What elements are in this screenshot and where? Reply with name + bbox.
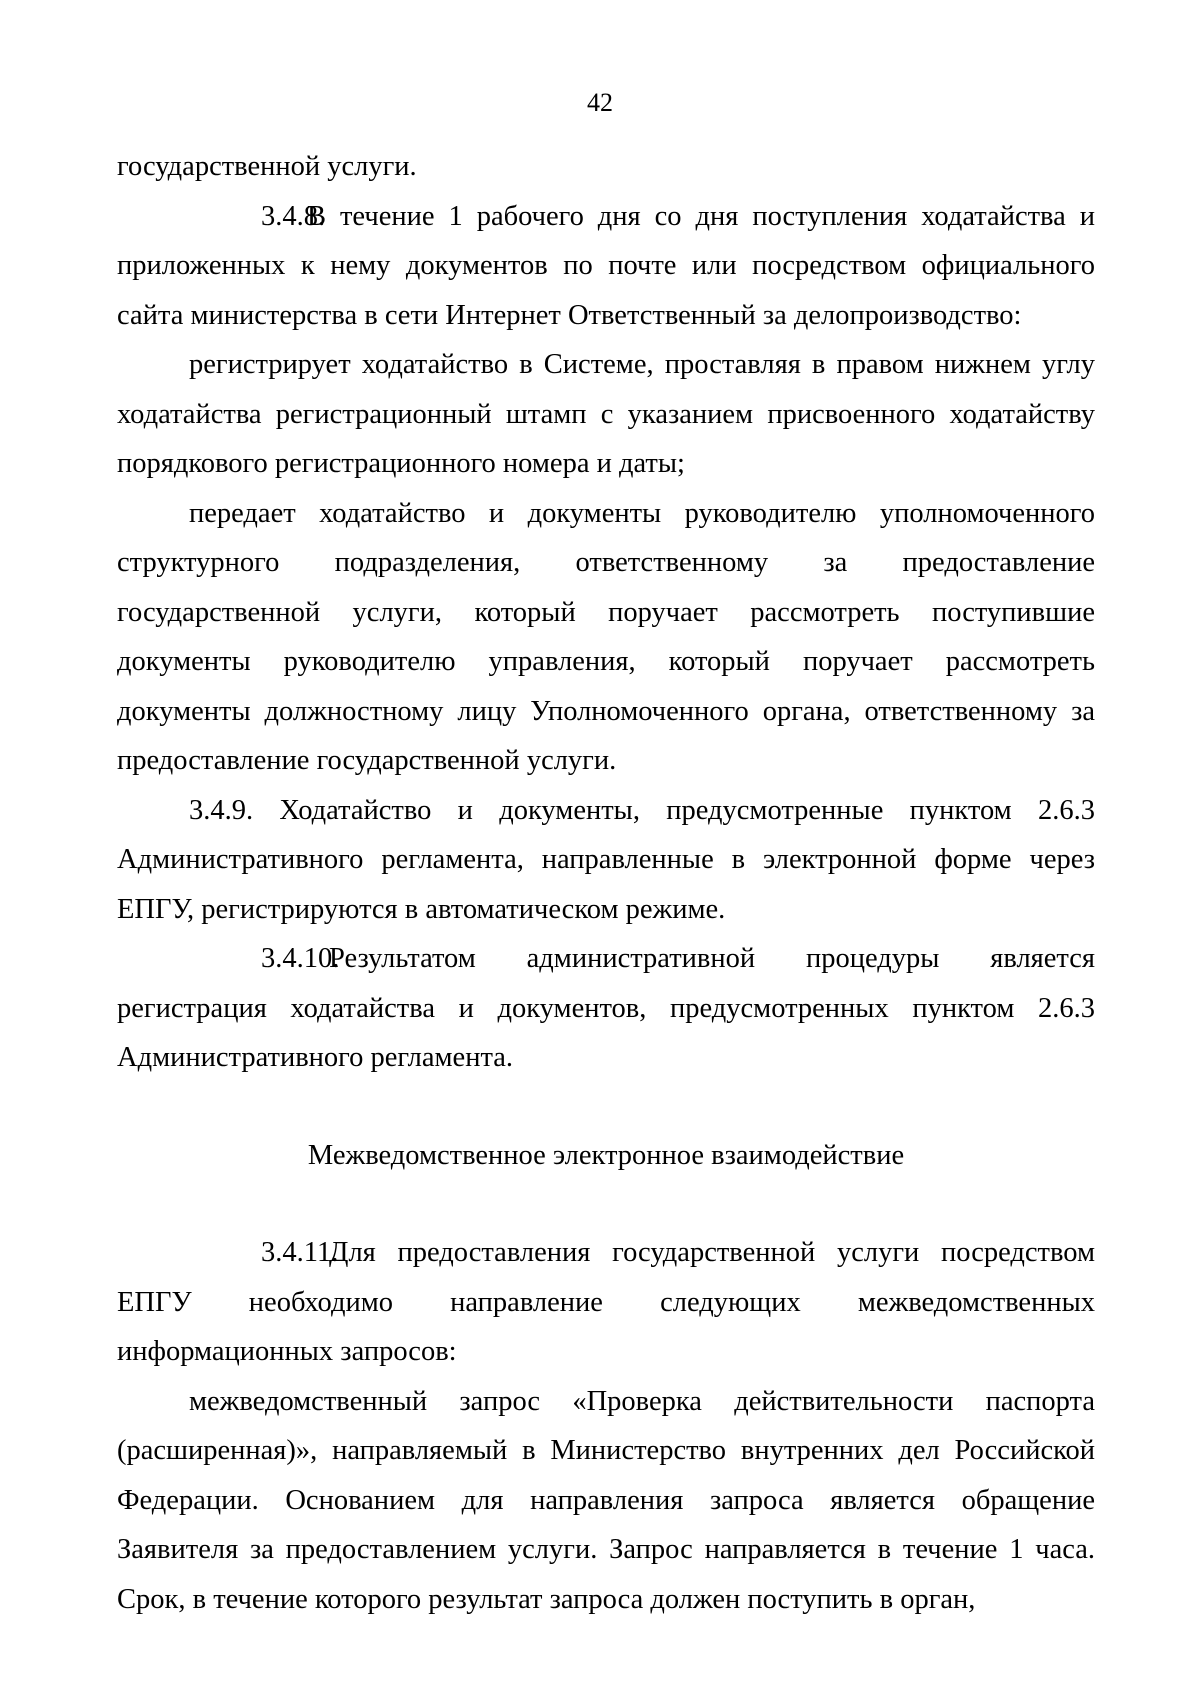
section-heading: Межведомственное электронное взаимодействие: [307, 1139, 905, 1171]
paragraph-3-4-11: [117, 1228, 1095, 1377]
paragraph-3-4-9: 3.4.9. Ходатайство и документы, предусмотренные пунктом 2.6.3 Административного регламента, направленные в электронной форме через ЕПГУ, регистрируются в автоматическом режиме.: [117, 794, 1095, 925]
paragraph-transfers: передает ходатайство и документы руководителю уполномоченного структурного подразделения, ответственному за предоставление государственной услуги, который поручает рассмотреть поступившие документы руководителю управления, который поручает рассмотреть документы должностному лицу Уполномоченного органа, ответственному за предоставление государственной услуги.: [117, 497, 1095, 776]
paragraph-registers: регистрирует ходатайство в Системе, проставляя в правом нижнем углу ходатайства регистрационный штамп с указанием присвоенного ходатайству порядкового регистрационного номера и даты;: [117, 349, 1095, 479]
clause-text: В течение 1 рабочего дня со дня поступления ходатайства и приложенных к нему документов по почте или посредством официального сайта министерства в сети Интернет Ответственный за делопроизводство:: [117, 200, 1095, 331]
page-number: 42: [587, 88, 613, 117]
clause-text: Результатом административной процедуры является регистрация ходатайства и документов, предусмотренных пунктом 2.6.3 Административного регламента.: [117, 943, 1095, 1073]
paragraph-3-4-10: [117, 934, 1095, 1083]
paragraph-interagency-request: межведомственный запрос «Проверка действительности паспорта (расширенная)», направляемый в Министерство внутренних дел Российской Федерации. Основанием для направления запроса является обращение Заявителя за предоставлением услуги. Запрос направляется в течение 1 часа. Срок, в течение которого результат запроса должен поступить в орган,: [117, 1385, 1095, 1615]
document-body: [117, 142, 1095, 1624]
clause-text: Для предоставления государственной услуги посредством ЕПГУ необходимо направление следующих межведомственных информационных запросов:: [117, 1237, 1095, 1367]
clause-number: 3.4.8.: [261, 200, 326, 232]
paragraph-continuation: государственной услуги.: [117, 151, 417, 182]
clause-number: 3.4.11.: [261, 1237, 339, 1268]
paragraph-3-4-8: [117, 192, 1095, 341]
clause-number: 3.4.10.: [261, 943, 340, 974]
